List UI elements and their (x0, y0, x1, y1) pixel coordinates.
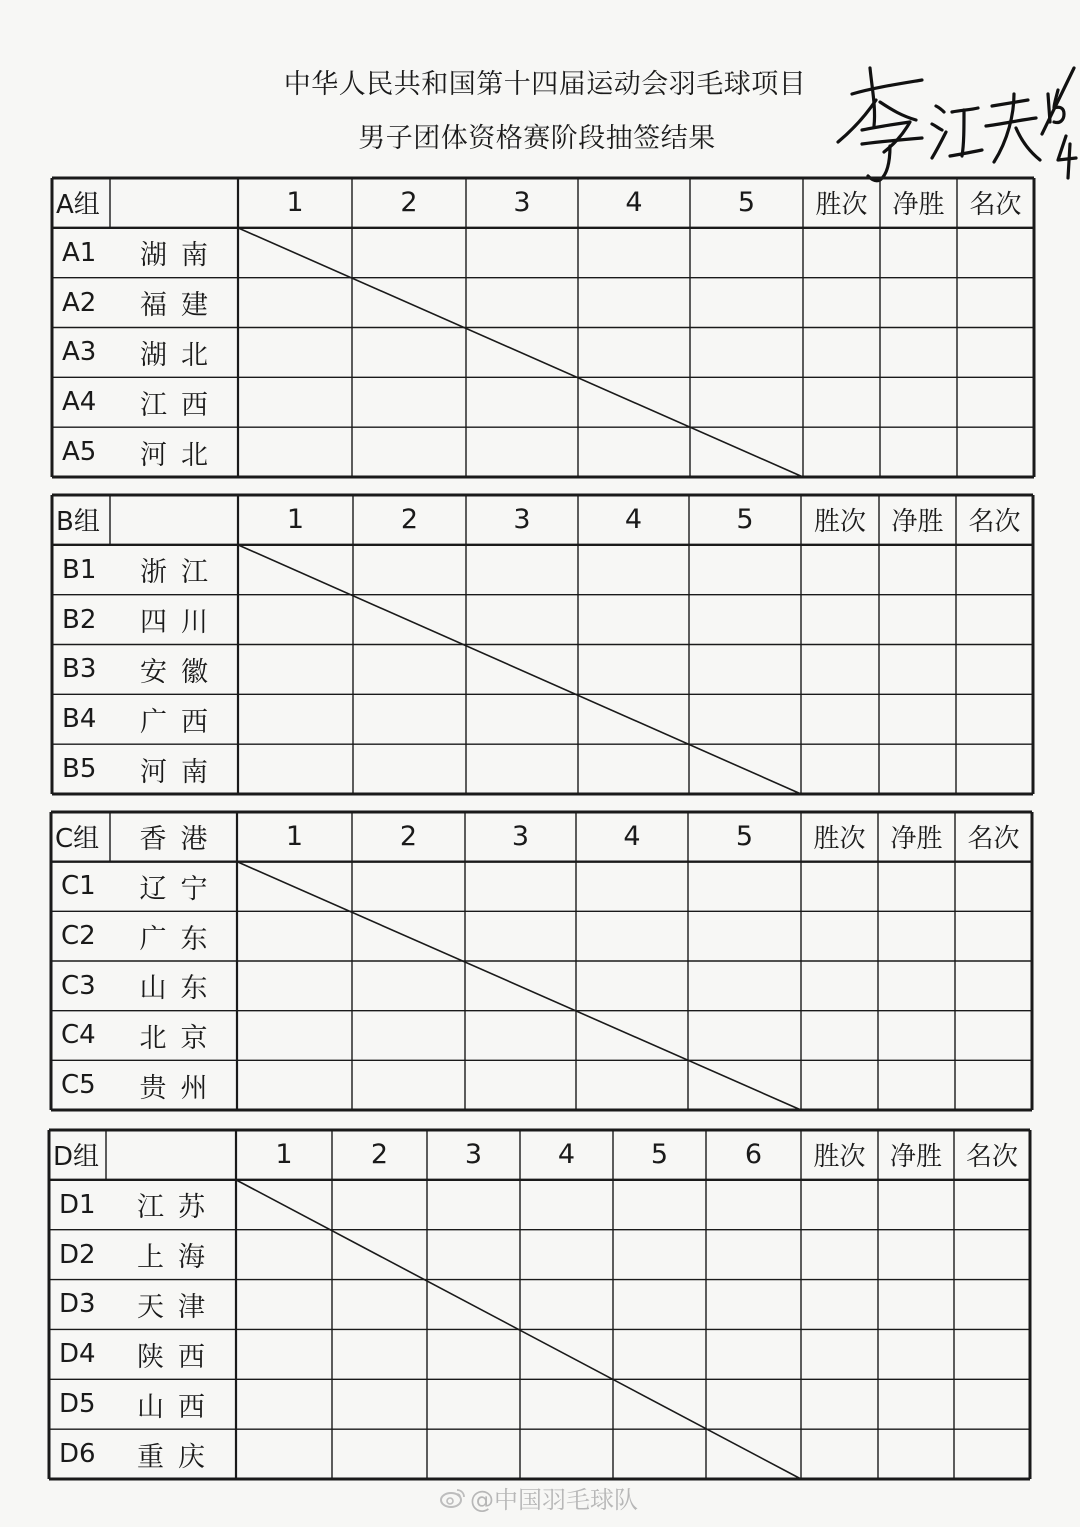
document-title: 中华人民共和国第十四届运动会羽毛球项目 (283, 69, 807, 100)
header-team-name (106, 1130, 236, 1180)
seed-code: A4 (62, 387, 97, 418)
group-label: C组 (55, 824, 100, 855)
watermark-text: @中国羽毛球队 (470, 1486, 638, 1514)
team-name: 山西 (137, 1391, 219, 1423)
team-name: 安徽 (140, 656, 222, 688)
seed-code: D4 (59, 1339, 96, 1370)
seed-code: C2 (61, 921, 96, 952)
seed-code: A2 (62, 287, 97, 318)
column-number: 1 (286, 504, 305, 536)
seed-code: A5 (62, 437, 97, 468)
stat-header: 名次 (967, 824, 1020, 855)
document-subtitle: 男子团体资格赛阶段抽签结果 (358, 123, 716, 154)
seed-code: D6 (59, 1439, 96, 1470)
column-number: 5 (650, 1139, 669, 1171)
column-number: 4 (557, 1139, 576, 1171)
column-number: 3 (513, 504, 531, 536)
stat-header: 胜次 (813, 824, 866, 855)
stat-header: 净胜 (891, 507, 944, 538)
team-name: 江苏 (137, 1192, 219, 1224)
seed-code: C3 (61, 970, 96, 1001)
column-number: 1 (275, 1139, 293, 1171)
team-name: 福建 (140, 290, 222, 322)
team-name: 广西 (140, 706, 222, 738)
team-name: 重庆 (137, 1441, 219, 1473)
stat-header: 名次 (965, 1142, 1018, 1173)
team-name: 贵州 (139, 1072, 222, 1104)
column-number: 5 (735, 821, 754, 853)
seed-code: C5 (61, 1070, 96, 1101)
stat-header: 胜次 (813, 1142, 866, 1173)
stat-header: 名次 (968, 507, 1021, 538)
stat-header: 净胜 (890, 824, 943, 855)
watermark (440, 1480, 638, 1515)
seed-code: B1 (62, 554, 97, 585)
column-number: 5 (737, 187, 756, 219)
team-name: 湖北 (140, 339, 222, 371)
team-name: 广东 (139, 923, 222, 955)
team-name: 山东 (139, 973, 222, 1005)
seed-code: A3 (62, 337, 97, 368)
team-name: 上海 (137, 1242, 219, 1274)
seed-code: B4 (62, 704, 97, 735)
team-name: 江西 (140, 389, 222, 421)
column-number: 4 (624, 504, 643, 536)
header-team-name: 香港 (139, 824, 222, 856)
stat-header: 净胜 (892, 190, 945, 221)
column-number: 4 (625, 187, 643, 219)
seed-code: D5 (59, 1389, 96, 1420)
stat-header: 胜次 (815, 190, 868, 221)
seed-code: B5 (62, 754, 97, 785)
stat-header: 净胜 (889, 1142, 942, 1173)
team-name: 天津 (137, 1291, 219, 1323)
seed-code: B3 (62, 654, 97, 685)
seed-code: A1 (62, 237, 97, 268)
column-number: 2 (399, 821, 418, 853)
team-name: 河北 (140, 439, 222, 471)
column-number: 4 (623, 821, 641, 853)
seed-code: D3 (59, 1289, 96, 1320)
column-number: 2 (400, 504, 419, 536)
seed-code: D1 (59, 1189, 96, 1220)
group-label: B组 (56, 507, 100, 538)
stat-header: 名次 (969, 190, 1022, 221)
column-number: 5 (736, 504, 754, 536)
team-name: 四川 (140, 607, 222, 639)
team-name: 北京 (139, 1022, 222, 1054)
team-name: 湖南 (140, 240, 222, 272)
team-name: 辽宁 (139, 873, 222, 905)
column-number: 2 (370, 1139, 389, 1171)
column-number: 3 (464, 1139, 483, 1171)
column-number: 3 (511, 821, 530, 853)
weibo-icon (440, 1487, 466, 1509)
column-number: 2 (400, 187, 418, 219)
team-name: 陕西 (137, 1341, 219, 1373)
seed-code: C4 (61, 1020, 96, 1051)
seed-code: D2 (59, 1239, 96, 1270)
group-label: D组 (53, 1142, 100, 1173)
column-number: 3 (513, 187, 531, 219)
team-name: 河南 (140, 756, 222, 788)
stat-header: 胜次 (813, 507, 866, 538)
column-number: 6 (744, 1139, 763, 1171)
seed-code: C1 (61, 871, 96, 902)
column-number: 1 (285, 821, 304, 853)
group-label: A组 (56, 190, 100, 221)
seed-code: B2 (62, 604, 97, 635)
team-name: 浙江 (140, 557, 222, 589)
column-number: 1 (286, 187, 304, 219)
